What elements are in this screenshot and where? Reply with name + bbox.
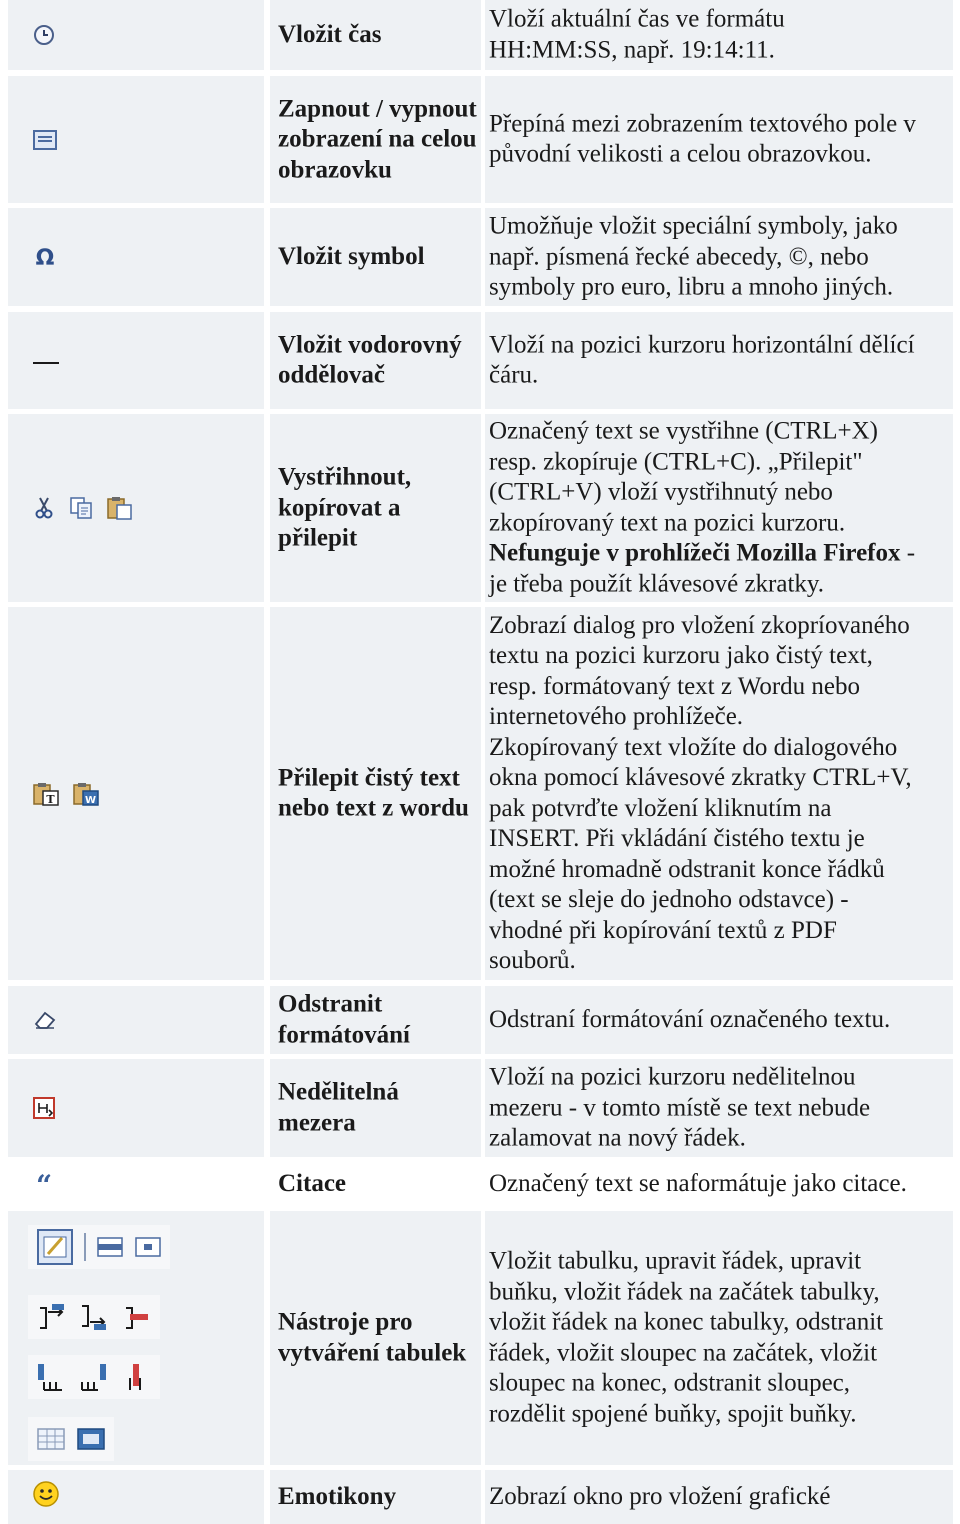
name-cell bbox=[270, 1470, 481, 1524]
feature-desc: Vloží na pozici kurzoru nedělitelnou mezeru - v tomto místě se text nebude zalamovat na nový řádek. bbox=[489, 1063, 871, 1152]
table-tools-row bbox=[28, 1295, 160, 1339]
table-row bbox=[8, 1211, 953, 1465]
feature-name: Přilepit čistý text nebo text z wordu bbox=[278, 764, 469, 822]
name-cell bbox=[270, 208, 481, 306]
feature-name: Vložit čas bbox=[278, 20, 382, 48]
fullscreen-icon[interactable] bbox=[32, 128, 58, 152]
feature-name: Zapnout / vypnout zobrazení na celou obrazovku bbox=[278, 94, 477, 183]
row-insert-after-icon[interactable] bbox=[78, 1302, 110, 1332]
icon-cell bbox=[8, 607, 264, 980]
desc-cell bbox=[485, 1162, 953, 1206]
smiley-icon[interactable] bbox=[32, 1480, 60, 1508]
name-cell bbox=[270, 76, 481, 203]
feature-desc: Zobrazí okno pro vložení grafické bbox=[489, 1482, 831, 1510]
scissors-icon[interactable] bbox=[32, 496, 56, 520]
svg-text:T: T bbox=[46, 792, 55, 806]
desc-cell bbox=[485, 208, 953, 306]
desc-cell bbox=[485, 312, 953, 409]
name-cell bbox=[270, 1059, 481, 1157]
svg-text:Ω: Ω bbox=[35, 246, 55, 270]
feature-desc: Vloží aktuální čas ve formátu HH:MM:SS, např. 19:14:11. bbox=[489, 5, 785, 63]
feature-desc bbox=[489, 417, 949, 600]
clock-icon[interactable] bbox=[32, 23, 56, 47]
desc-cell bbox=[485, 986, 953, 1054]
edit-cell-icon[interactable] bbox=[134, 1235, 162, 1259]
svg-text:W: W bbox=[84, 794, 97, 806]
feature-desc: Odstraní formátování označeného textu. bbox=[489, 1005, 891, 1033]
svg-text:“: “ bbox=[35, 1173, 53, 1195]
icon-cell bbox=[8, 312, 264, 409]
table-row bbox=[8, 986, 953, 1054]
icon-cell bbox=[8, 986, 264, 1054]
row-insert-before-icon[interactable] bbox=[36, 1302, 68, 1332]
icon-cell bbox=[8, 1162, 264, 1206]
feature-desc: Zobrazí dialog pro vložení zkopríovaného textu na pozici kurzoru jako čistý text, resp. formátovaný text z Wordu nebo internetového prohlížeče. Zkopírovaný text vložíte do dialogového okna pomocí klávesové zkratky CTRL+V, pak potvrďte vložení kliknutím na INSERT. Při vkládání čistého textu je možné hromadně odstranit konce řádků (text se sleje do jednoho odstavce) - vhodné při kopírování textů z PDF souborů. bbox=[489, 611, 912, 974]
feature-name: Vložit symbol bbox=[278, 242, 425, 270]
column-insert-after-icon[interactable] bbox=[78, 1362, 110, 1392]
table-row bbox=[8, 1470, 953, 1524]
column-insert-before-icon[interactable] bbox=[36, 1362, 68, 1392]
feature-desc: Přepíná mezi zobrazením textového pole v původní velikosti a celou obrazovkou. bbox=[489, 110, 916, 168]
icon-cell bbox=[8, 0, 264, 70]
nbsp-icon[interactable] bbox=[32, 1096, 56, 1120]
copy-icon[interactable] bbox=[68, 496, 94, 520]
feature-name: Vložit vodorovný oddělovač bbox=[278, 331, 462, 389]
feature-desc: Umožňuje vložit speciální symboly, jako např. písmená řecké abecedy, ©, nebo symboly pro euro, libru a mnoho jiných. bbox=[489, 212, 898, 301]
table-row bbox=[8, 414, 953, 602]
icon-cell bbox=[8, 1211, 264, 1465]
feature-desc: Vloží na pozici kurzoru horizontální dělící čáru. bbox=[489, 331, 915, 389]
table-tools-row bbox=[28, 1417, 114, 1461]
omega-icon[interactable] bbox=[32, 244, 58, 270]
desc-cell bbox=[485, 1470, 953, 1524]
desc-cell bbox=[485, 1059, 953, 1157]
name-cell bbox=[270, 1211, 481, 1465]
desc-cell bbox=[485, 607, 953, 980]
name-cell bbox=[270, 1162, 481, 1206]
icon-cell bbox=[8, 1059, 264, 1157]
name-cell bbox=[270, 607, 481, 980]
table-row bbox=[8, 1162, 953, 1206]
feature-name: Citace bbox=[278, 1169, 347, 1197]
desc-main: Označený text se vystřihne (CTRL+X) resp. zkopíruje (CTRL+C). „Přilepit" (CTRL+V) vloží vystřihnutý nebo zkopírovaný text na pozici kurzoru. bbox=[489, 417, 878, 536]
name-cell bbox=[270, 0, 481, 70]
icon-cell bbox=[8, 208, 264, 306]
feature-name: Nedělitelná mezera bbox=[278, 1078, 399, 1136]
feature-name: Emotikony bbox=[278, 1482, 397, 1510]
table-row bbox=[8, 0, 953, 70]
table-row bbox=[8, 312, 953, 409]
paste-word-icon[interactable] bbox=[72, 781, 100, 807]
desc-tail: - je třeba použít klávesové zkratky. bbox=[489, 539, 916, 597]
desc-warning: Nefunguje v prohlížeči Mozilla Firefox bbox=[489, 539, 901, 567]
table-row bbox=[8, 607, 953, 980]
table-row bbox=[8, 76, 953, 203]
name-cell bbox=[270, 312, 481, 409]
feature-name: Nástroje pro vytváření tabulek bbox=[278, 1308, 467, 1366]
table-row bbox=[8, 1059, 953, 1157]
toolbar-separator bbox=[84, 1233, 86, 1261]
feature-desc: Vložit tabulku, upravit řádek, upravit buňku, vložit řádek na začátek tabulky, vložit řádek na konec tabulky, odstranit řádek, vložit sloupec na začátek, vložit sloupec na konec, odstranit sloupec, rozdělit spojené buňky, spojit buňky. bbox=[489, 1247, 884, 1427]
name-cell bbox=[270, 986, 481, 1054]
table-tools-row bbox=[28, 1355, 160, 1399]
paste-icon[interactable] bbox=[106, 495, 134, 521]
icon-cell bbox=[8, 414, 264, 602]
column-delete-icon[interactable] bbox=[120, 1362, 152, 1392]
quote-icon[interactable] bbox=[32, 1173, 56, 1195]
edit-row-icon[interactable] bbox=[96, 1235, 124, 1259]
split-cells-icon[interactable] bbox=[36, 1426, 66, 1452]
feature-desc: Označený text se naformátuje jako citace. bbox=[489, 1169, 907, 1197]
horizontal-rule-icon[interactable] bbox=[32, 354, 60, 368]
merge-cells-icon[interactable] bbox=[76, 1426, 106, 1452]
desc-cell bbox=[485, 1211, 953, 1465]
desc-cell bbox=[485, 0, 953, 70]
paste-text-icon[interactable] bbox=[32, 781, 60, 807]
feature-name: Odstranit formátování bbox=[278, 990, 410, 1048]
eraser-icon[interactable] bbox=[32, 1008, 58, 1032]
name-cell bbox=[270, 414, 481, 602]
insert-table-icon[interactable] bbox=[36, 1228, 74, 1266]
feature-name: Vystřihnout, kopírovat a přilepit bbox=[278, 463, 412, 552]
table-row bbox=[8, 208, 953, 306]
row-delete-icon[interactable] bbox=[120, 1302, 152, 1332]
desc-cell bbox=[485, 414, 953, 602]
icon-cell bbox=[8, 76, 264, 203]
table-tools-row bbox=[28, 1225, 170, 1269]
desc-cell bbox=[485, 76, 953, 203]
icon-cell bbox=[8, 1470, 264, 1524]
